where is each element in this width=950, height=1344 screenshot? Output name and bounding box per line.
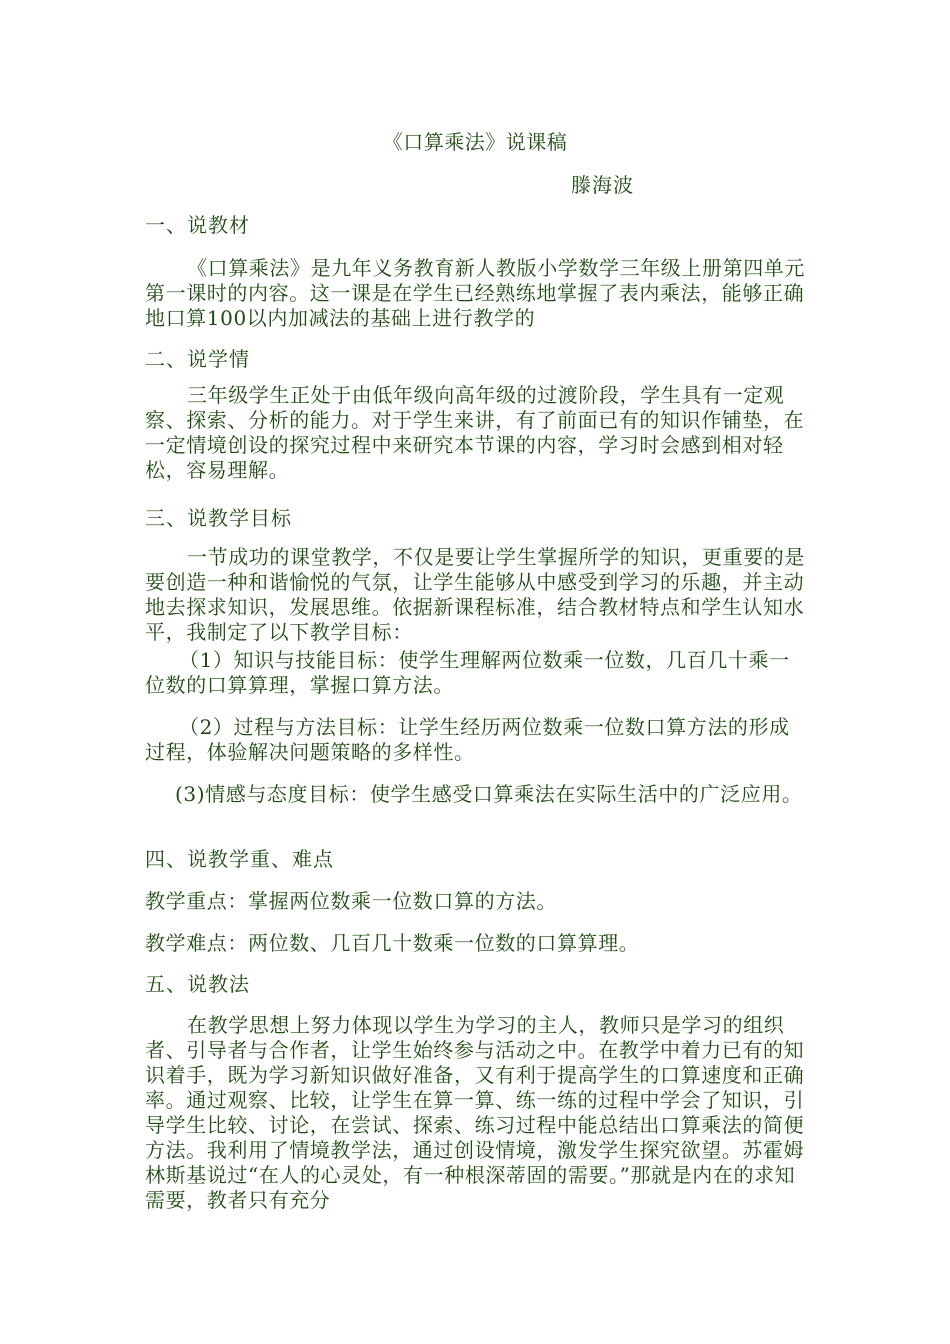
document-author: 滕海波 [571, 173, 634, 197]
paragraph-difficult-point: 教学难点：两位数、几百几十数乘一位数的口算算理。 [145, 931, 640, 955]
paragraph-methods: 在教学思想上努力体现以学生为学习的主人，教师只是学习的组织者、引导者与合作者，让学生始终参与活动之中。在教学中着力已有的知识着手，既为学习新知识做好准备，又有利于提高学生的口算速度和正确率。通过观察、比较，让学生在算一算、练一练的过程中学会了知识，引导学生比较、讨论，在尝试、探索、练习过程中能总结出口算乘法的简便方法。我利用了情境教学法，通过创设情境，激发学生探究欲望。苏霍姆林斯基说过“在人的心灵处，有一种根深蒂固的需要。”那就是内在的求知需要，教者只有充分 [145, 1013, 805, 1212]
paragraph-objective-emotion: (3)情感与态度目标：使学生感受口算乘法在实际生活中的广泛应用。 [175, 782, 803, 806]
section-heading-objectives: 三、说教学目标 [145, 506, 292, 530]
paragraph-textbook: 《口算乘法》是九年义务教育新人教版小学数学三年级上册第四单元第一课时的内容。这一课是在学生已经熟练地掌握了表内乘法，能够正确地口算100以内加减法的基础上进行教学的 [145, 256, 805, 330]
paragraph-students: 三年级学生正处于由低年级向高年级的过渡阶段，学生具有一定观察、探索、分析的能力。对于学生来讲，有了前面已有的知识作铺垫，在一定情境创设的探究过程中来研究本节课的内容，学习时会感到相对轻松，容易理解。 [145, 383, 805, 482]
paragraph-objective-knowledge: （1）知识与技能目标：使学生理解两位数乘一位数，几百几十乘一位数的口算算理，掌握口算方法。 [145, 648, 790, 697]
paragraph-objective-process: （2）过程与方法目标：让学生经历两位数乘一位数口算方法的形成过程，体验解决问题策略的多样性。 [145, 715, 790, 764]
section-heading-methods: 五、说教法 [145, 972, 250, 996]
paragraph-objectives-intro: 一节成功的课堂教学，不仅是要让学生掌握所学的知识，更重要的是要创造一种和谐愉悦的气氛，让学生能够从中感受到学习的乐趣，并主动地去探求知识，发展思维。依据新课程标准，结合教材特点和学生认知水平，我制定了以下教学目标： [145, 545, 805, 644]
paragraph-key-point: 教学重点：掌握两位数乘一位数口算的方法。 [145, 889, 557, 913]
section-heading-key-points: 四、说教学重、难点 [145, 847, 334, 871]
section-heading-students: 二、说学情 [145, 347, 250, 371]
document-title: 《口算乘法》说课稿 [382, 130, 568, 154]
section-heading-textbook: 一、说教材 [145, 213, 250, 237]
